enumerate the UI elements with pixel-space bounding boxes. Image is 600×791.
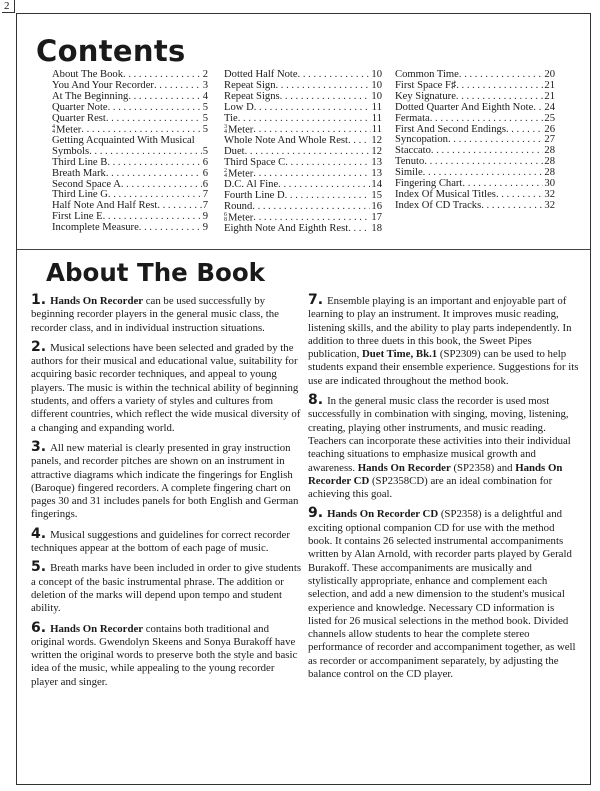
toc-entry-label: You And Your Recorder (52, 79, 154, 91)
about-heading: About The Book (46, 258, 265, 287)
toc-entry-page: 2 (202, 69, 208, 80)
toc-entry-label: Tenuto (395, 156, 425, 168)
paragraph-text: Breath marks have been included in order to give students a concept of the basic instrumental phrase. The addition or deletion of the marks will depend upon tempo and student ability. (31, 562, 302, 615)
section-divider (17, 249, 590, 250)
toc-entry-page: 14 (371, 178, 382, 190)
paragraph-text: contains both traditional and original words. Gwendolyn Skeens and Sonya Burakoff have written the original words to preserve both the style and basic idea of the music, while appealing to the young recorder player and singer. (31, 622, 298, 688)
toc-entry-label: First And Second Endings (395, 123, 506, 135)
time-signature-top: 6 (224, 211, 227, 218)
toc-entry-page: 9 (202, 211, 208, 223)
toc-entry-page: 7 (202, 200, 208, 212)
toc-entry-label: Index Of Musical Titles (395, 188, 496, 200)
toc-entry-label: At The Beginning (52, 90, 129, 102)
toc-entry-page: 12 (371, 145, 382, 157)
paragraph-number: 7. (308, 292, 324, 308)
paragraph-number: 1. (31, 292, 47, 308)
time-signature-bottom: 4 (52, 128, 55, 135)
paragraph-number: 2. (31, 338, 47, 355)
toc-entry-label: Meter (228, 123, 254, 135)
toc-entry (52, 223, 208, 234)
about-paragraph (31, 619, 303, 689)
book-title: Hands On Recorder (50, 622, 144, 635)
toc-leader-dots (348, 224, 370, 235)
toc-entry-label: First Space F♯ (395, 79, 457, 91)
toc-leader-dots (108, 103, 202, 114)
toc-entry-page: 28 (544, 156, 555, 168)
toc-entry-label: Duet (224, 145, 245, 157)
toc-entry (224, 114, 382, 125)
toc-entry-label: Syncopation (395, 134, 448, 146)
toc-entry-page: 32 (544, 188, 555, 200)
toc-entry-label: Fermata (395, 112, 430, 124)
toc-entry-label: Low D (224, 101, 254, 113)
page-number: 2 (2, 0, 15, 13)
toc-entry-page: 25 (544, 112, 555, 124)
toc-entry-page: 6 (202, 178, 208, 190)
toc-entry-page: 11 (371, 112, 382, 124)
time-signature (224, 169, 227, 179)
book-title: Duet Time, Bk.1 (361, 348, 438, 361)
paragraph-number: 9. (308, 505, 324, 522)
toc-leader-dots (106, 114, 202, 125)
toc-entry-label: Getting Acquainted With Musical (52, 134, 195, 146)
toc-entry-page: 3 (202, 79, 208, 91)
toc-entry-title (52, 114, 106, 125)
toc-leader-dots (254, 103, 371, 114)
toc-entry-page: 17 (371, 211, 382, 223)
about-paragraph (31, 525, 303, 556)
about-paragraph (308, 507, 580, 681)
toc-leader-dots (348, 136, 370, 147)
time-signature (224, 213, 227, 223)
toc-entry-page: 20 (544, 69, 555, 80)
toc-entry-label: Simile (395, 167, 423, 179)
toc-leader-dots (285, 158, 370, 169)
paragraph-text: (SP2358) and (450, 461, 516, 474)
toc-entry-page: 6 (202, 167, 208, 179)
toc-column-1 (52, 70, 208, 234)
toc-leader-dots (157, 201, 201, 212)
toc-entry-title (395, 201, 481, 212)
toc-entry-label: Second Space A (52, 178, 121, 190)
toc-entry-page: 5 (202, 145, 208, 157)
toc-entry-label: Quarter Rest (52, 112, 106, 124)
toc-entry-page: 30 (544, 178, 555, 190)
toc-entry-label: Third Line B (52, 156, 108, 168)
toc-entry-page: 18 (371, 223, 382, 234)
toc-leader-dots (154, 81, 202, 92)
toc-entry-label: Dotted Quarter And Eighth Note (395, 101, 534, 113)
toc-entry-label: Quarter Note (52, 101, 108, 113)
toc-entry-page: 5 (202, 112, 208, 124)
toc-entry-page: 10 (371, 79, 382, 91)
toc-entry-label: Eighth Note And Eighth Rest (224, 223, 349, 234)
toc-entry (224, 136, 382, 147)
toc-leader-dots (107, 158, 201, 169)
toc-leader-dots (456, 81, 543, 92)
paragraph-text: (SP2358CD) are an ideal combination for achieving this goal. (308, 474, 553, 501)
book-title: Hands On Recorder (357, 461, 451, 474)
book-title: Hands On Recorder CD (327, 508, 439, 521)
paragraph-text: Ensemble playing is an important and enjoyable part of learning to play an instrument. It improves music reading, listening skills, and the ability to play parts independently. In addition to three duets in this book, the Sweet Pipes publication, (308, 295, 572, 361)
toc-entry-label: Tie (224, 112, 238, 124)
book-title: Hands On Recorder (50, 295, 144, 307)
time-signature (224, 125, 227, 135)
about-paragraph (308, 394, 580, 501)
paragraph-text: can be used successfully by beginning recorder players in the general music class, the recorder class, and in individual instruction situations. (31, 295, 279, 334)
toc-entry-title (224, 224, 348, 235)
paragraph-number: 4. (31, 525, 47, 542)
toc-leader-dots (128, 92, 201, 103)
toc-entry-label: Common Time (395, 69, 459, 80)
toc-column-3 (395, 70, 555, 212)
toc-leader-dots (278, 180, 370, 191)
time-signature-top: 3 (224, 123, 227, 130)
toc-entry-label: Third Space C (224, 156, 286, 168)
toc-entry-label: Symbols (52, 145, 90, 157)
toc-entry-label: Round (224, 200, 253, 212)
paragraph-number: 8. (308, 392, 324, 409)
toc-entry-label: Fourth Line D (224, 189, 285, 201)
about-column-right (308, 294, 580, 687)
toc-entry-page: 21 (544, 90, 555, 102)
toc-leader-dots (121, 180, 202, 191)
toc-entry-page: 16 (371, 200, 382, 212)
toc-entry-title (224, 114, 238, 125)
toc-entry-title (52, 223, 139, 234)
toc-leader-dots (448, 135, 543, 146)
toc-entry-label: Incomplete Measure (52, 222, 139, 234)
paragraph-text: (SP2309) can be used to help students expand their ensemble experience. Suggestions for its use are indicated throughout the method book. (308, 348, 579, 387)
toc-leader-dots (431, 146, 544, 157)
time-signature-bottom: 8 (224, 216, 227, 223)
time-signature (52, 125, 55, 135)
toc-entry-label: Key Signature (395, 90, 456, 102)
toc-entry-page: 5 (202, 101, 208, 113)
toc-entry-page: 10 (371, 90, 382, 102)
time-signature-bottom: 4 (224, 128, 227, 135)
toc-leader-dots (533, 103, 543, 114)
toc-entry-page: 15 (371, 189, 382, 201)
toc-entry (224, 158, 382, 169)
about-paragraph (31, 561, 303, 615)
toc-entry-page: 32 (544, 199, 555, 211)
about-paragraph (31, 338, 303, 435)
toc-entry-label: Index Of CD Tracks (395, 199, 482, 211)
toc-leader-dots (496, 190, 543, 201)
toc-leader-dots (298, 70, 371, 81)
toc-entry-label: Whole Note And Whole Rest (224, 134, 348, 146)
about-paragraph (308, 294, 580, 388)
toc-entry-page: 4 (202, 90, 208, 102)
toc-entry-page: 11 (371, 101, 382, 113)
toc-entry-label: D.C. Al Fine (224, 178, 279, 190)
toc-entry-page: 11 (371, 123, 382, 135)
toc-leader-dots (506, 125, 543, 136)
toc-entry (224, 103, 382, 114)
toc-entry-label: Half Note And Half Rest (52, 200, 158, 212)
toc-entry-page: 21 (544, 79, 555, 91)
toc-entry-page: 6 (202, 156, 208, 168)
toc-entry-label: Dotted Half Note (224, 69, 298, 80)
toc-column-2 (224, 70, 382, 235)
toc-entry-label: Staccato (395, 145, 431, 157)
toc-leader-dots (481, 201, 543, 212)
toc-entry-label: Third Line G (52, 189, 108, 201)
toc-entry-label: Meter (228, 212, 254, 224)
toc-entry-page: 24 (544, 101, 555, 113)
toc-leader-dots (285, 191, 371, 202)
toc-entry-label: Breath Mark (52, 167, 106, 179)
paragraph-number: 6. (31, 619, 47, 636)
book-title: Hands On Recorder CD (308, 461, 563, 487)
toc-entry-label: Meter (228, 168, 254, 180)
toc-entry-label: First Line E (52, 211, 103, 223)
toc-entry-page: 12 (371, 134, 382, 146)
paragraph-number: 3. (31, 438, 47, 455)
toc-leader-dots (424, 157, 543, 168)
toc-entry-page: 13 (371, 156, 382, 168)
toc-entry-page: 28 (544, 167, 555, 179)
toc-entry (52, 114, 208, 125)
toc-entry-label: Fingering Chart (395, 178, 463, 190)
toc-entry-page: 27 (544, 134, 555, 146)
about-paragraph (31, 438, 303, 522)
toc-leader-dots (252, 202, 370, 213)
toc-entry (224, 224, 382, 235)
toc-leader-dots (276, 81, 371, 92)
toc-entry-label: Repeat Signs (224, 90, 280, 102)
toc-leader-dots (238, 114, 371, 125)
paragraph-text: All new material is clearly presented in gray instruction panels, and recorder pitches are shown on an instrument in attractive diagrams which indicate the fingerings for English (Baroque) fingered recorders. A complete fingering chart on pages 30 and 31 includes panels for both English and German fingerings. (31, 441, 299, 521)
time-signature-top: 2 (224, 167, 227, 174)
toc-leader-dots (139, 223, 202, 234)
toc-entry-page: 7 (202, 189, 208, 201)
toc-entry-page: 10 (371, 69, 382, 80)
paragraph-text: Musical suggestions and guidelines for correct recorder techniques appear at the bottom of each page of music. (31, 528, 290, 555)
toc-entry-label: Meter (56, 123, 82, 135)
toc-entry-page: 28 (544, 145, 555, 157)
paragraph-number: 5. (31, 559, 47, 576)
paragraph-text: Musical selections have been selected and graded by the authors for their musical and educational value, suitability for acquiring basic recorder techniques, and appeal to young players. The music is within the technical ability of beginning students, and offers a variety of styles and cultures from different countries, which reflect the wide musical diversity of a changing and expanding world. (31, 341, 301, 434)
toc-entry-page: 13 (371, 167, 382, 179)
toc-entry-label: About The Book (52, 69, 124, 80)
contents-heading: Contents (36, 34, 186, 68)
paragraph-text: (SP2358) is a delightful and exciting optional companion CD for use with the method book. It contains 26 selected instrumental accompaniments written by Alan Arnold, with recorder parts played by Gerald Burakoff. These accompaniments are musically and stylistically appropriate, enhance and complement each selection, and add a new dimension to the student's musical experience and knowledge. Necessary CD information is listed for 26 musical selections in the method book. Divided channels allow students to hear the complete stereo performance of recorder and accompaniment together, as well as recorder or accompaniment separately, by adjusting the balance control on the CD player. (308, 508, 576, 681)
toc-entry-label: Repeat Sign (224, 79, 276, 91)
toc-entry-page: 5 (202, 123, 208, 135)
toc-leader-dots (280, 92, 371, 103)
about-column-left (31, 294, 303, 695)
paragraph-text: In the general music class the recorder is used most successfully in combination with singing, moving, listening, creating, playing other instruments, and music reading. Teachers can incorporate these activities into their individual teaching situations to emphasize musical growth and awareness. (308, 395, 571, 474)
time-signature-bottom: 4 (224, 172, 227, 179)
toc-entry-page: 26 (544, 123, 555, 135)
toc-entry (395, 201, 555, 212)
toc-entry-page: 9 (202, 222, 208, 234)
toc-entry-title (224, 158, 285, 169)
about-paragraph (31, 294, 303, 335)
toc-leader-dots (459, 70, 544, 81)
time-signature-top: 4 (52, 123, 55, 130)
